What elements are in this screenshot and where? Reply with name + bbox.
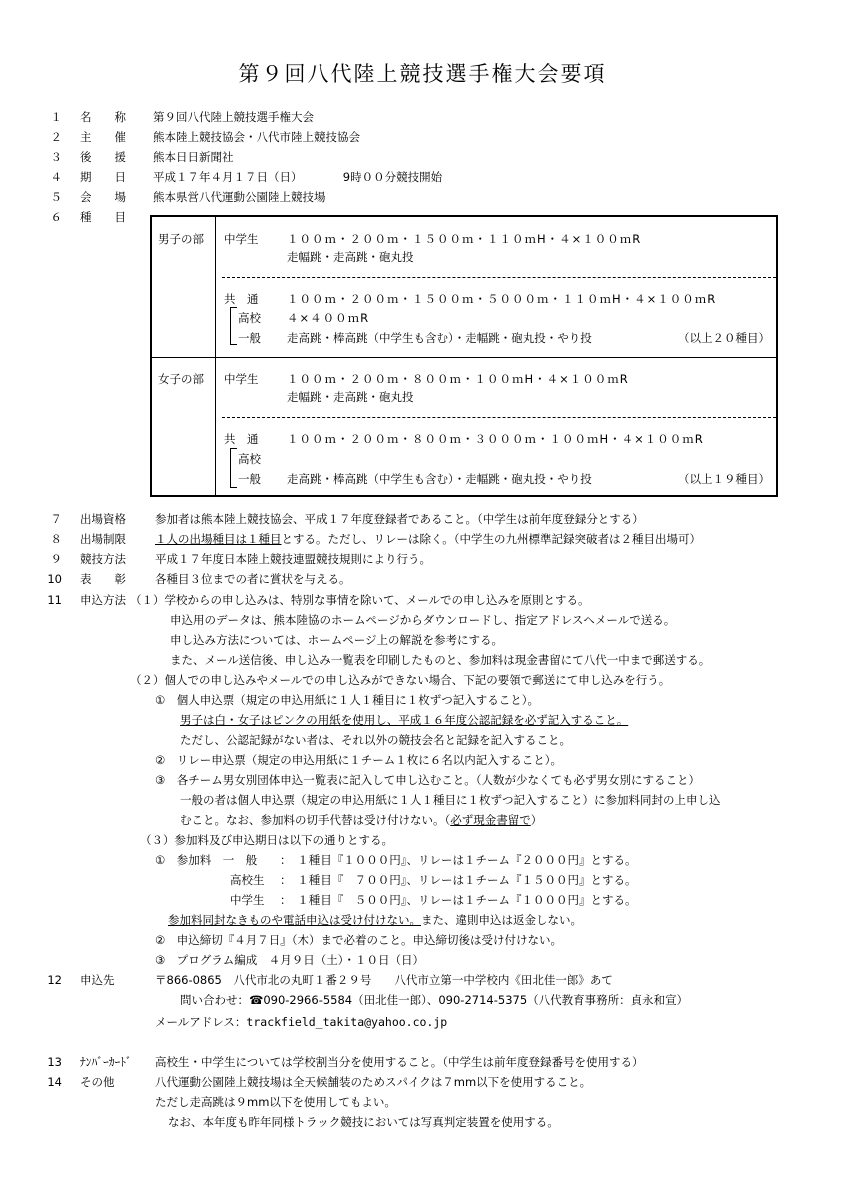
item-label: 表 彰 [80, 572, 126, 586]
item-label: 種 目 [80, 210, 126, 224]
entry-line: （３）参加料及び申込期日は以下の通りとする。 [140, 833, 393, 847]
item-label: 競技方法 [80, 552, 126, 566]
bracket [230, 448, 237, 488]
fee-general: ： １種目『１０００円』、リレーは１チーム『２０００円』とする。 [280, 853, 637, 867]
men-jhs-track: １００ｍ・２００ｍ・１５００ｍ・１１０ｍH・４×１００ｍR [287, 232, 642, 246]
item-text: 八代運動公園陸上競技場は全天候舗装のためスパイクは７mm以下を使用すること。 [155, 1075, 592, 1089]
men-common-track-2: ４×４００ｍR [287, 311, 370, 325]
item-number: 10 [47, 572, 62, 586]
women-hs-label: 高校 [238, 452, 261, 466]
men-hs-label: 高校 [238, 311, 261, 325]
entry-line-underlined: 参加料同封なきものや電話申込は受け付けない。 [168, 913, 421, 927]
item-text: 平成１７年度日本陸上競技連盟競技規則により行う。 [155, 552, 431, 566]
entry-line-underlined: 男子は白・女子はピンクの用紙を使用し、平成１６年度公認記録を必ず記入すること。 [180, 713, 629, 727]
women-common-track: １００ｍ・２００ｍ・８００ｍ・３０００ｍ・１００ｍH・４×１００ｍR [287, 432, 704, 446]
item-label: 出場資格 [80, 512, 126, 526]
entry-line: また、メール送信後、申し込み一覧表を印刷したものと、参加料は現金書留にて八代一中まで郵送する。 [170, 653, 711, 667]
entry-line: ① 個人申込票（規定の申込用紙に１人１種目に１枚ずつ記入すること）。 [155, 693, 540, 707]
women-section-label: 女子の部 [158, 372, 204, 386]
item-text: 熊本日日新聞社 [153, 150, 234, 164]
document-title: 第９回八代陸上競技選手権大会要項 [238, 62, 607, 86]
item-label: 後 援 [80, 150, 126, 164]
item-label: 主 催 [80, 130, 126, 144]
entry-line: ただし、公認記録がない者は、それ以外の競技会名と記録を記入すること。 [180, 733, 571, 747]
item-number: １ [50, 110, 62, 124]
fee-hs: ： １種目『 ７００円』、リレーは１チーム『１５００円』とする。 [280, 873, 637, 887]
item-number: 14 [47, 1075, 62, 1089]
men-gen-label: 一般 [238, 331, 261, 345]
entry-line: （２）個人での申し込みやメールでの申し込みができない場合、下記の要領で郵送にて申し込みを行う。 [130, 673, 671, 687]
table-dashed-divider [222, 417, 776, 418]
item-text: 熊本県営八代運動公園陸上競技場 [153, 190, 326, 204]
entry-line: 一般の者は個人申込票（規定の申込用紙に１人１種目に１枚ずつ記入すること）に参加料同封の上申し込 [180, 793, 721, 807]
item-number: ４ [50, 170, 62, 184]
item-text: 熊本陸上競技協会・八代市陸上競技協会 [153, 130, 360, 144]
entry-line-underlined: 必ず現金書留で [450, 813, 531, 827]
entry-line [180, 813, 542, 828]
entry-line: （１）学校からの申し込みは、特別な事情を除いて、メールでの申し込みを原則とする。 [130, 593, 590, 607]
item-number: ３ [50, 150, 62, 164]
men-jhs-label: 中学生 [224, 232, 259, 246]
item-text: 第９回八代陸上競技選手権大会 [153, 110, 314, 124]
item-label: 期 日 [80, 170, 126, 184]
entry-line: 申し込み方法については、ホームページ上の解説を参考にする。 [170, 633, 504, 647]
item-label: その他 [80, 1075, 115, 1089]
women-common-label: 共 通 [224, 432, 259, 446]
fee-heading: ① 参加料 一 般 [155, 853, 258, 867]
underlined-text: １人の出場種目は１種目 [155, 532, 282, 546]
item-label: 申込先 [80, 973, 115, 987]
item-number: ９ [50, 552, 62, 566]
item-number: ６ [50, 210, 62, 224]
item-number: ８ [50, 532, 62, 546]
fee-jhs-label: 中学生 [230, 893, 265, 907]
women-jhs-track: １００ｍ・２００ｍ・８００ｍ・１００ｍH・４×１００ｍR [287, 372, 629, 386]
other-line: ただし走高跳は９mm以下を使用してもよい。 [155, 1095, 396, 1109]
item-number: ２ [50, 130, 62, 144]
item-label: 名 称 [80, 110, 126, 124]
item-text: 参加者は熊本陸上競技協会、平成１７年度登録者であること。（中学生は前年度登録分とする） [155, 512, 644, 526]
women-common-field: 走高跳・棒高跳（中学生も含む）・走幅跳・砲丸投・やり投 [287, 472, 592, 486]
fee-jhs: ： １種目『 ５００円』、リレーは１チーム『１０００円』とする。 [280, 893, 637, 907]
women-jhs-label: 中学生 [224, 372, 259, 386]
entry-program: ③ プログラム編成 ４月９日（土）・１０日（日） [155, 953, 424, 967]
item-label: ﾅﾝﾊﾞｰｶｰﾄﾞ [80, 1055, 132, 1069]
item-text [155, 532, 701, 547]
item-number: ７ [50, 512, 62, 526]
entry-line-part: また、違則申込は返金しない。 [421, 913, 582, 927]
item-text-rest: とする。ただし、リレーは除く。（中学生の九州標準記録突破者は２種目出場可） [281, 532, 702, 546]
item-label: 申込方法 [80, 593, 126, 607]
item-label: 会 場 [80, 190, 126, 204]
table-divider [215, 215, 216, 497]
entry-line: ② リレー申込票（規定の申込用紙に１チーム１枚に６名以内記入すること）。 [155, 753, 563, 767]
contact-address: 〒866-0865 八代市北の丸町１番２９号 八代市立第一中学校内《田北佳一郎》あて [155, 973, 613, 987]
women-event-count: （以上１９種目） [678, 472, 770, 486]
item-text: 高校生・中学生については学校割当分を使用すること。（中学生は前年度登録番号を使用する） [155, 1055, 644, 1069]
item-number: ５ [50, 190, 62, 204]
contact-email: メールアドレス：trackfield_takita@yahoo.co.jp [155, 1015, 448, 1029]
other-line: なお、本年度も昨年同様トラック競技においては写真判定装置を使用する。 [168, 1115, 559, 1129]
men-common-field: 走高跳・棒高跳（中学生も含む）・走幅跳・砲丸投・やり投 [287, 331, 592, 345]
women-jhs-field: 走幅跳・走高跳・砲丸投 [287, 390, 414, 404]
table-divider [150, 357, 778, 358]
item-number: 12 [47, 973, 62, 987]
entry-deadline: ② 申込締切『４月７日』（木）まで必着のこと。申込締切後は受け付けない。 [155, 933, 563, 947]
contact-phone: 問い合わせ：☎090-2966-5584（田北佳一郎）、090-2714-5375（八代教育事務所：貞永和宣） [180, 993, 689, 1007]
men-section-label: 男子の部 [158, 232, 204, 246]
item-number: 11 [47, 593, 62, 607]
men-event-count: （以上２０種目） [678, 331, 770, 345]
bracket [230, 307, 237, 345]
entry-line [168, 913, 582, 928]
entry-line-part: むこと。なお、参加料の切手代替は受け付けない。（ [180, 813, 451, 827]
table-dashed-divider [222, 277, 776, 278]
item-label: 出場制限 [80, 532, 126, 546]
item-number: 13 [47, 1055, 62, 1069]
fee-hs-label: 高校生 [230, 873, 265, 887]
item-text: 各種目３位までの者に賞状を与える。 [155, 572, 351, 586]
entry-line: ③ 各チーム男女別団体申込一覧表に記入して申し込むこと。（人数が少なくても必ず男女別にすること） [155, 773, 701, 787]
women-gen-label: 一般 [238, 472, 261, 486]
men-common-label: 共 通 [224, 292, 259, 306]
item-text: 平成１７年４月１７日（日） 9時００分競技開始 [153, 170, 443, 184]
entry-line-part: ） [530, 813, 543, 827]
entry-line: 申込用のデータは、熊本陸協のホームページからダウンロードし、指定アドレスへメールで送る。 [170, 613, 676, 627]
men-jhs-field: 走幅跳・走高跳・砲丸投 [287, 250, 414, 264]
men-common-track-1: １００ｍ・２００ｍ・１５００ｍ・５０００ｍ・１１０ｍH・４×１００ｍR [287, 292, 717, 306]
